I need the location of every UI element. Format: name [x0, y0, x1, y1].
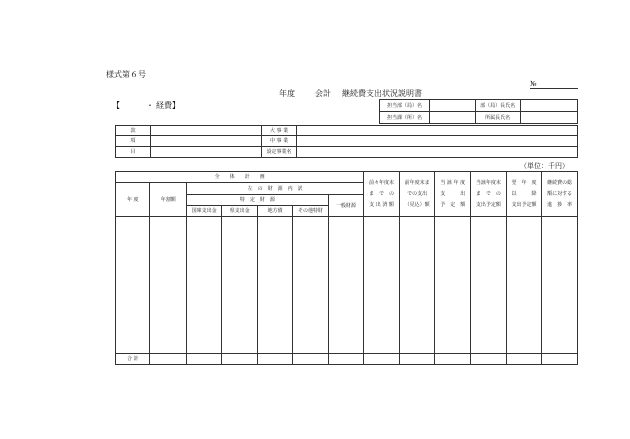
body-col3[interactable] [435, 217, 471, 354]
body-sonota[interactable] [293, 217, 328, 354]
total-col4[interactable] [471, 354, 507, 365]
settei-jigyo-label: 設定事業名 [262, 147, 297, 158]
bracket-close: 経費】 [156, 101, 180, 110]
body-col2[interactable] [399, 217, 435, 354]
kenshi-header: 県支出金 [222, 206, 257, 217]
bracket-dot: ・ [146, 101, 154, 110]
chu-jigyo-value[interactable] [297, 136, 578, 147]
col5-header: 翌 年 度 以 降 支出予定額 [506, 172, 542, 217]
title-account: 会計 [315, 89, 331, 98]
col2-header: 前年度末ま での支出 （見込）額 [399, 172, 435, 217]
body-col1[interactable] [364, 217, 400, 354]
col3-header: 当 該 年 度 支 出 予 定 額 [435, 172, 471, 217]
classification-table [115, 125, 578, 158]
kan-value[interactable] [151, 126, 262, 136]
body-kenshi[interactable] [222, 217, 257, 354]
number-field[interactable] [530, 88, 578, 89]
total-label: 合 計 [116, 354, 150, 365]
unit-label: （単位：千円） [520, 162, 569, 170]
bureau-chief-value[interactable] [520, 100, 577, 112]
kou-label: 項 [116, 136, 151, 147]
total-col3[interactable] [435, 354, 471, 365]
kan-label: 款 [116, 126, 151, 136]
total-nenwari[interactable] [150, 354, 186, 365]
section-chief-label: 所属長氏名 [475, 112, 520, 124]
total-kokko[interactable] [186, 354, 221, 365]
kou-value[interactable] [151, 136, 262, 147]
tokutei-zaigen-header: 特 定 財 源 [186, 195, 328, 206]
main-table [115, 171, 578, 365]
number-label: № [530, 80, 537, 88]
zaigen-uchiwake-header: 左 の 財 源 内 訳 [186, 183, 363, 195]
zentai-keikaku-header: 全 体 計 画 [116, 172, 364, 183]
body-kokko[interactable] [186, 217, 221, 354]
section-value[interactable] [429, 112, 475, 124]
bracket-open: 【 [112, 101, 120, 110]
col4-header: 当該年度末 ま で の 支出予定額 [471, 172, 507, 217]
body-col5[interactable] [506, 217, 542, 354]
page-title: 継続費支出状況説明書 [342, 89, 422, 98]
sonota-header: その他特財 [293, 206, 328, 217]
body-nenwari[interactable] [150, 217, 186, 354]
col1-header: 前々年度末 ま で の 支 出 済 額 [364, 172, 400, 217]
col6-header: 継続費の総 額に対する 進 捗 率 [542, 172, 578, 217]
chu-jigyo-label: 中 事 業 [262, 136, 297, 147]
dai-jigyo-value[interactable] [297, 126, 578, 136]
body-nendo[interactable] [116, 217, 150, 354]
total-col6[interactable] [542, 354, 578, 365]
dai-jigyo-label: 大 事 業 [262, 126, 297, 136]
section-chief-value[interactable] [520, 112, 577, 124]
bureau-value[interactable] [429, 100, 475, 112]
total-sonota[interactable] [293, 354, 328, 365]
total-row [116, 354, 578, 365]
chihousai-header: 地方債 [257, 206, 292, 217]
bureau-chief-label: 部（局）長氏名 [475, 100, 520, 112]
total-ippan[interactable] [328, 354, 363, 365]
section-label: 担当課（所）名 [380, 112, 430, 124]
kokko-header: 国庫支出金 [186, 206, 221, 217]
total-col5[interactable] [506, 354, 542, 365]
nendo-header: 年 度 [116, 183, 150, 217]
body-row [116, 217, 578, 354]
nenwari-header: 年割額 [150, 183, 186, 217]
responsible-table [379, 99, 578, 124]
form-number: 様式第６号 [106, 70, 146, 79]
body-ippan[interactable] [328, 217, 363, 354]
total-chihousai[interactable] [257, 354, 292, 365]
moku-value[interactable] [151, 147, 262, 158]
settei-jigyo-value[interactable] [297, 147, 578, 158]
ippan-header: 一般財源 [328, 195, 363, 217]
moku-label: 目 [116, 147, 151, 158]
bureau-label: 担当部（局）名 [380, 100, 430, 112]
body-col4[interactable] [471, 217, 507, 354]
body-col6[interactable] [542, 217, 578, 354]
total-col2[interactable] [399, 354, 435, 365]
total-kenshi[interactable] [222, 354, 257, 365]
title-year: 年度 [279, 89, 295, 98]
body-chihousai[interactable] [257, 217, 292, 354]
total-col1[interactable] [364, 354, 400, 365]
